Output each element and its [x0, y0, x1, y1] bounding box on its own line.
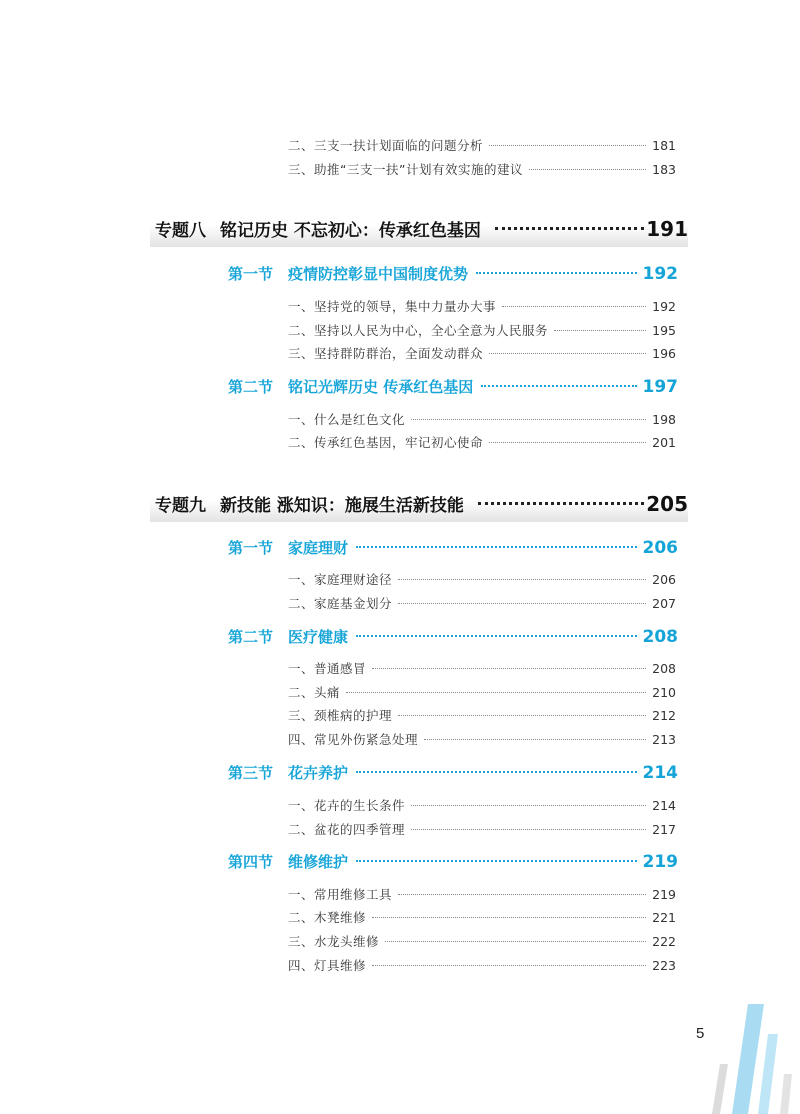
toc-item-label: 二、传承红色基因，牢记初心使命 — [288, 435, 484, 450]
topic-page: 205 — [646, 492, 688, 516]
toc-item — [288, 730, 676, 748]
toc-item-label: 三、水龙头维修 — [288, 934, 380, 949]
section-number: 第一节 — [228, 539, 274, 557]
section-title: 铭记光辉历史 传承红色基因 — [288, 378, 474, 396]
dot-leader — [372, 965, 646, 966]
dot-leader — [529, 169, 646, 170]
toc-item-label: 一、什么是红色文化 — [288, 412, 406, 427]
section-number: 第一节 — [228, 265, 274, 283]
section-page: 197 — [642, 377, 678, 397]
dot-leader — [398, 894, 646, 895]
toc-item-page: 201 — [652, 435, 676, 450]
dot-leader — [478, 502, 644, 505]
toc-item-label: 一、花卉的生长条件 — [288, 798, 406, 813]
toc-item-page: 217 — [652, 822, 676, 837]
toc-item-label: 一、家庭理财途径 — [288, 572, 393, 587]
dot-leader — [489, 442, 646, 443]
stripe-light-blue — [732, 1004, 764, 1114]
section-heading — [228, 851, 678, 872]
toc-item-page: 219 — [652, 887, 676, 902]
topic-title: 新技能 涨知识：施展生活新技能 — [220, 496, 464, 516]
toc-item-page: 221 — [652, 910, 676, 925]
section-page: 214 — [642, 763, 678, 783]
toc-item — [288, 956, 676, 974]
dot-leader — [356, 771, 636, 773]
toc-item-label: 三、颈椎病的护理 — [288, 708, 393, 723]
toc-item-page: 207 — [652, 596, 676, 611]
section-page: 208 — [642, 627, 678, 647]
toc-item-page: 222 — [652, 934, 676, 949]
toc-item-page: 213 — [652, 732, 676, 747]
toc-item-label: 一、常用维修工具 — [288, 887, 393, 902]
topic-title: 铭记历史 不忘初心：传承红色基因 — [220, 221, 481, 241]
toc-item — [288, 885, 676, 903]
toc-item-page: 196 — [652, 346, 676, 361]
section-heading — [228, 626, 678, 647]
toc-item-label: 二、木凳维修 — [288, 910, 367, 925]
toc-item-page: 206 — [652, 572, 676, 587]
dot-leader — [398, 715, 646, 716]
section-title: 维修维护 — [288, 853, 349, 871]
dot-leader — [372, 668, 646, 669]
dot-leader — [481, 385, 636, 387]
section-title: 花卉养护 — [288, 764, 349, 782]
toc-item — [288, 410, 676, 428]
toc-item — [288, 683, 676, 701]
toc-item — [288, 932, 676, 950]
toc-item — [288, 594, 676, 612]
dot-leader — [411, 805, 646, 806]
topic-heading — [155, 491, 688, 516]
decorative-stripes — [710, 1004, 800, 1114]
toc-item-label: 一、坚持党的领导，集中力量办大事 — [288, 299, 497, 314]
dot-leader — [489, 353, 646, 354]
toc-item-page: 181 — [652, 138, 676, 153]
toc-item-page: 223 — [652, 958, 676, 973]
toc-item-label: 二、头痛 — [288, 685, 341, 700]
dot-leader — [356, 860, 636, 862]
toc-item — [288, 344, 676, 362]
section-title: 家庭理财 — [288, 539, 349, 557]
toc-item-page: 183 — [652, 162, 676, 177]
dot-leader — [411, 419, 646, 420]
toc-item-label: 三、坚持群防群治，全面发动群众 — [288, 346, 484, 361]
toc-item-page: 212 — [652, 708, 676, 723]
dot-leader — [356, 635, 636, 637]
section-heading — [228, 263, 678, 284]
dot-leader — [346, 692, 646, 693]
toc-item — [288, 706, 676, 724]
page-number: 5 — [696, 1025, 705, 1042]
stripe-gray — [712, 1064, 728, 1114]
toc-item-label: 四、灯具维修 — [288, 958, 367, 973]
dot-leader — [489, 145, 646, 146]
toc-item-label: 二、三支一扶计划面临的问题分析 — [288, 138, 484, 153]
dot-leader — [385, 941, 646, 942]
toc-item — [288, 570, 676, 588]
dot-leader — [424, 739, 646, 740]
topic-page: 191 — [646, 217, 688, 241]
toc-item — [288, 433, 676, 451]
toc-item-page: 195 — [652, 323, 676, 338]
section-page: 206 — [642, 538, 678, 558]
topic-number: 专题八 — [155, 221, 206, 241]
section-title: 医疗健康 — [288, 628, 349, 646]
topic-heading — [155, 216, 688, 241]
section-number: 第二节 — [228, 628, 274, 646]
toc-item-label: 三、助推“三支一扶”计划有效实施的建议 — [288, 162, 523, 177]
toc-item-label: 二、盆花的四季管理 — [288, 822, 406, 837]
section-number: 第二节 — [228, 378, 274, 396]
section-heading — [228, 376, 678, 397]
dot-leader — [554, 330, 646, 331]
section-page: 219 — [642, 852, 678, 872]
dot-leader — [476, 272, 636, 274]
toc-item-page: 198 — [652, 412, 676, 427]
section-page: 192 — [642, 264, 678, 284]
stripe-light-blue-2 — [758, 1034, 778, 1114]
toc-item-label: 四、常见外伤紧急处理 — [288, 732, 419, 747]
toc-item-label: 二、家庭基金划分 — [288, 596, 393, 611]
toc-item — [288, 659, 676, 677]
dot-leader — [398, 603, 646, 604]
dot-leader — [495, 227, 644, 230]
toc-item-label: 一、普通感冒 — [288, 661, 367, 676]
toc-item — [288, 796, 676, 814]
section-heading — [228, 762, 678, 783]
toc-item — [288, 908, 676, 926]
toc-item — [288, 136, 676, 154]
toc-item — [288, 160, 676, 178]
toc-item — [288, 820, 676, 838]
topic-number: 专题九 — [155, 496, 206, 516]
toc-item-page: 192 — [652, 299, 676, 314]
section-number: 第四节 — [228, 853, 274, 871]
toc-item-page: 214 — [652, 798, 676, 813]
section-number: 第三节 — [228, 764, 274, 782]
dot-leader — [372, 917, 646, 918]
toc-item — [288, 321, 676, 339]
dot-leader — [398, 579, 646, 580]
dot-leader — [502, 306, 646, 307]
toc-item-label: 二、坚持以人民为中心，全心全意为人民服务 — [288, 323, 549, 338]
section-heading — [228, 537, 678, 558]
toc-item-page: 210 — [652, 685, 676, 700]
toc-item — [288, 297, 676, 315]
stripe-gray-2 — [780, 1074, 792, 1114]
section-title: 疫情防控彰显中国制度优势 — [288, 265, 469, 283]
dot-leader — [356, 546, 636, 548]
dot-leader — [411, 829, 646, 830]
toc-item-page: 208 — [652, 661, 676, 676]
